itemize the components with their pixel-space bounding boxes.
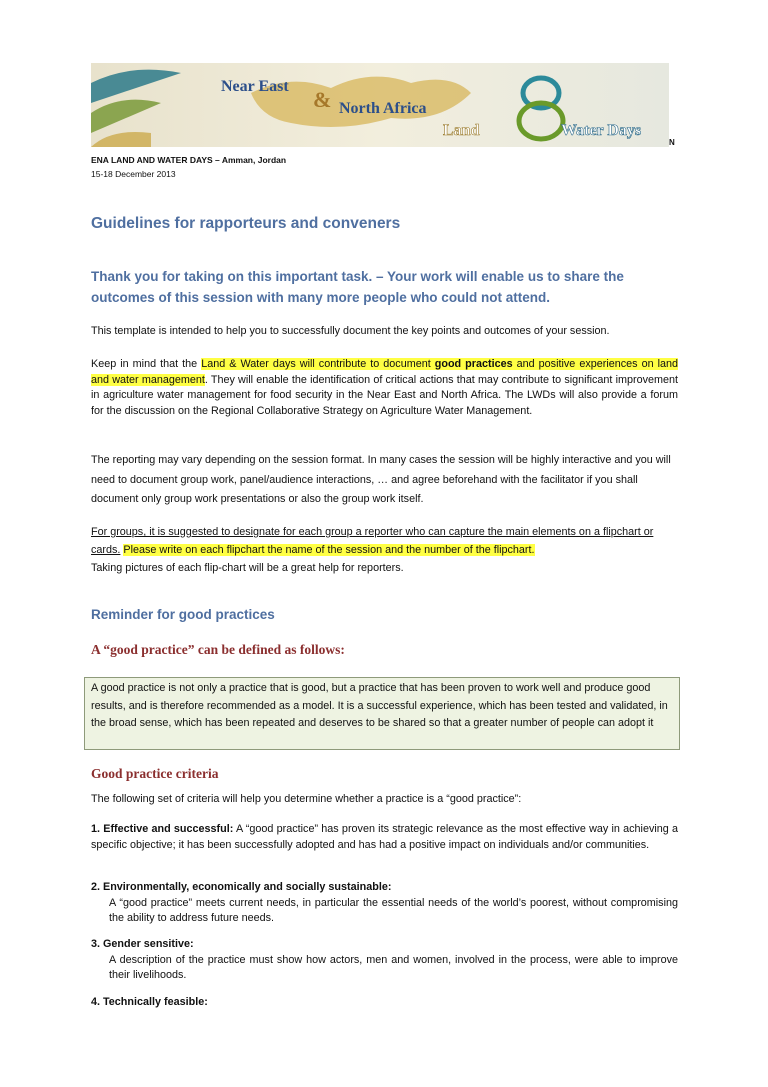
paragraph-keep-in-mind <box>91 357 678 419</box>
criterion-3 <box>91 937 678 984</box>
banner-land: Land <box>443 122 480 139</box>
event-banner <box>91 63 669 147</box>
criterion-4 <box>91 995 678 1011</box>
criteria-heading: Good practice criteria <box>91 766 219 781</box>
banner-water-days: Water Days <box>561 122 642 139</box>
event-header: ENA LAND AND WATER DAYS – Amman, Jordan <box>91 155 287 165</box>
criterion-3-text: A description of the practice must show how actors, men and women, involved in the process, were able to improve their livelihoods. <box>109 953 678 981</box>
good-practice-definition-box <box>84 677 680 750</box>
criterion-2-label: 2. Environmentally, economically and socially sustainable: <box>91 881 392 893</box>
criterion-1 <box>91 822 678 853</box>
p4-underlined: For groups, it is suggested to designate for each group a reporter who can capture the main elements on a flipchart or cards. <box>91 526 654 556</box>
paragraph-groups <box>91 523 678 577</box>
stray-letter: N <box>669 138 675 147</box>
p4-highlight: Please write on each flipchart the name of the session and the number of the flipchart. <box>123 544 535 556</box>
page-title: Guidelines for rapporteurs and conveners <box>91 215 401 232</box>
criterion-2-text: A “good practice” meets current needs, in particular the essential needs of the world’s poorest, without compromising the ability to address future needs. <box>109 896 678 924</box>
p2-good-practices: good practices <box>434 358 513 370</box>
event-dates: 15-18 December 2013 <box>91 169 176 179</box>
criterion-3-label: 3. Gender sensitive: <box>91 938 194 950</box>
criterion-1-label: 1. Effective and successful: <box>91 823 234 835</box>
paragraph-reporting-format: The reporting may vary depending on the session format. In many cases the session will be highly interactive and you will need to document group work, panel/audience interactions, … and agree beforehand with the facilitator if you shall document only group work presentations or also the group work itself. <box>91 454 671 505</box>
criterion-4-label: 4. Technically feasible: <box>91 996 208 1008</box>
good-practice-heading: A “good practice” can be defined as follows: <box>91 642 345 657</box>
criterion-1-text: A “good practice” has proven its strategic relevance as the most effective way in achieving a specific objective; it has been successfully adopted and has had a positive impact on individuals and/or communities. <box>91 823 678 851</box>
banner-amp: & <box>313 87 332 112</box>
thanks-intro: Thank you for taking on this important task. – Your work will enable us to share the outcomes of this session with many more people who could not attend. <box>91 269 624 305</box>
reminder-heading: Reminder for good practices <box>91 607 275 622</box>
p2-text-e: . They will enable the identification of critical actions that may contribute to significant improvement in agriculture water management for food security in the Near East and North Africa. The LWDs will also provide a forum for the discussion on the Regional Collaborative Strategy on Agriculture Water Management. <box>91 373 678 417</box>
criteria-intro: The following set of criteria will help you determine whether a practice is a “good practice”: <box>91 793 522 805</box>
banner-line2: North Africa <box>339 100 427 117</box>
p2-text-a: Keep in mind that the <box>91 358 202 370</box>
paragraph-template-intent: This template is intended to help you to successfully document the key points and outcomes of your session. <box>91 325 610 337</box>
p2-text-b: Land & Water days will contribute to document <box>201 358 435 370</box>
p2-text-d: and positive experiences on land and water management <box>91 358 679 386</box>
criterion-2 <box>91 880 678 927</box>
good-practice-definition: A good practice is not only a practice that is good, but a practice that has been proven to work well and produce good results, and is therefore recommended as a model. It is a successful experience, which has been tested and validated, in the broad sense, which has been repeated and deserves to be shared so that a greater number of people can adopt it <box>91 682 668 729</box>
banner-line1: Near East <box>221 78 289 95</box>
p4-pictures: Taking pictures of each flip-chart will be a great help for reporters. <box>91 562 404 574</box>
